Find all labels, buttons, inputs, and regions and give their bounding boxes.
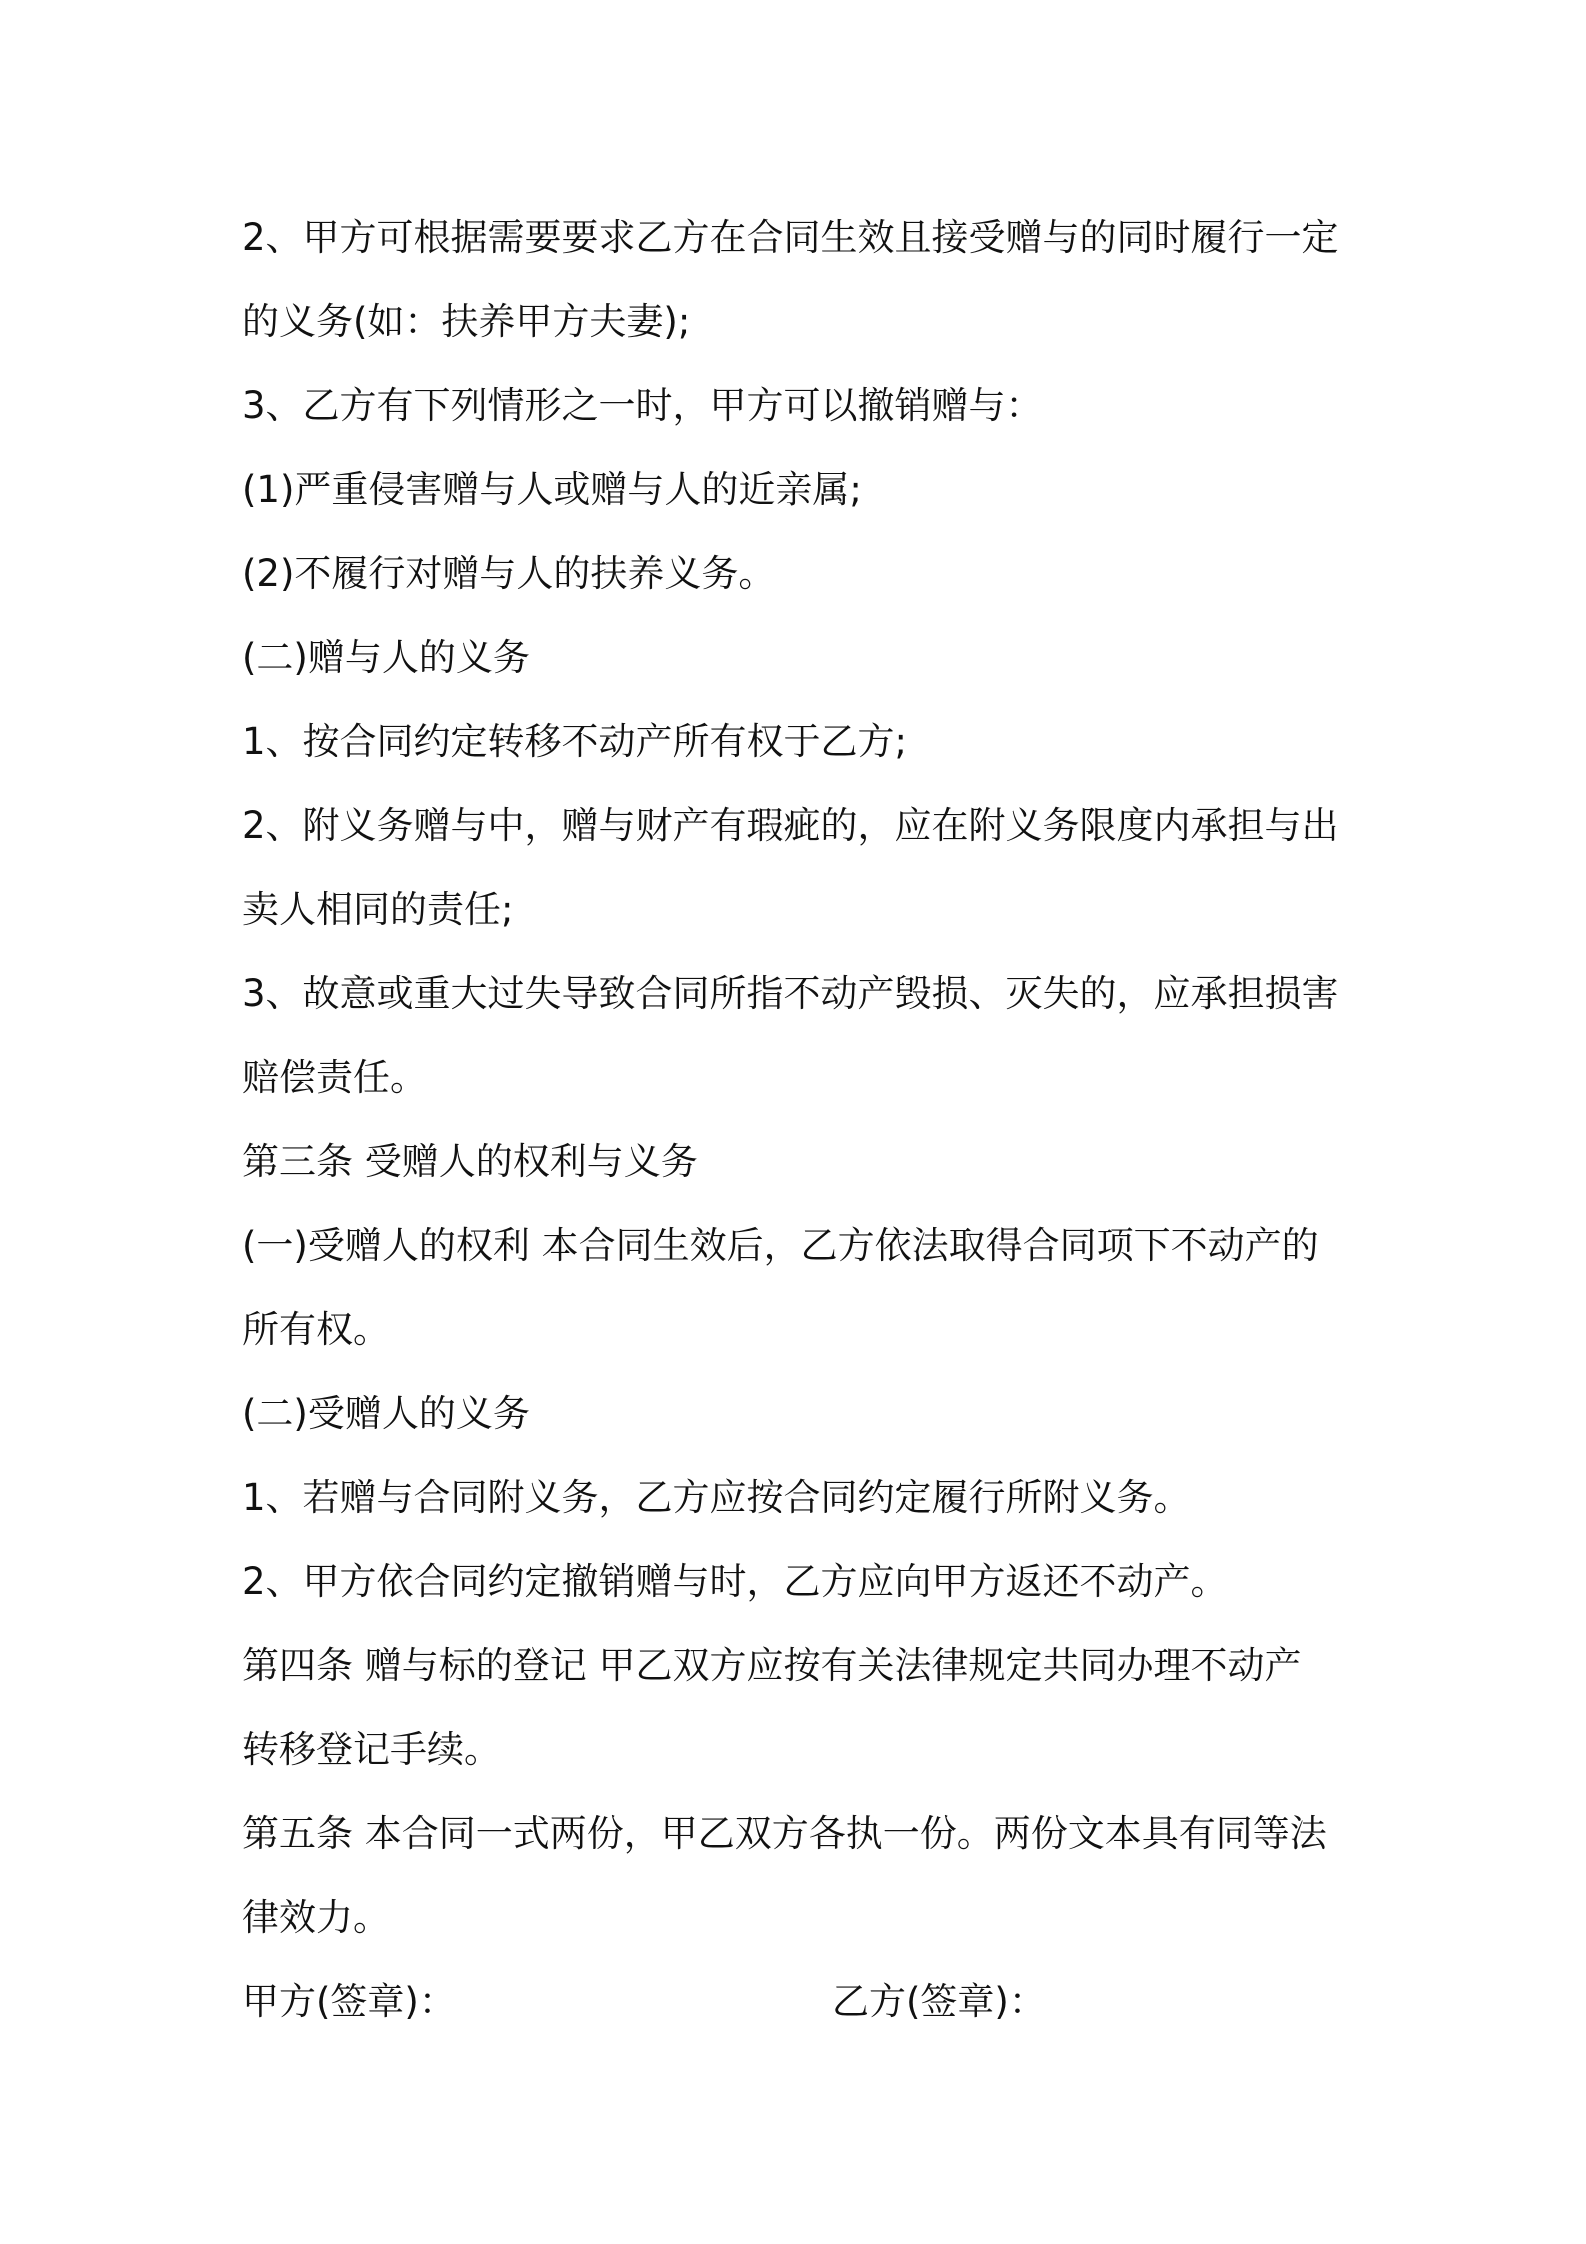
text-line: 3、故意或重大过失导致合同所指不动产毁损、灭失的，应承担损害 bbox=[242, 972, 1339, 1015]
text-line: 赔偿责任。 bbox=[242, 1056, 427, 1099]
text-line: 3、乙方有下列情形之一时，甲方可以撤销赠与： bbox=[242, 384, 1043, 427]
text-line: (1)严重侵害赠与人或赠与人的近亲属; bbox=[242, 468, 862, 511]
party-a-signature-label: 甲方(签章)： bbox=[242, 1980, 456, 2023]
text-line: 2、附义务赠与中，赠与财产有瑕疵的，应在附义务限度内承担与出 bbox=[242, 804, 1339, 847]
text-line: 的义务(如：扶养甲方夫妻); bbox=[242, 300, 691, 343]
text-line: 转移登记手续。 bbox=[242, 1728, 501, 1771]
text-line: 2、甲方可根据需要要求乙方在合同生效且接受赠与的同时履行一定 bbox=[242, 216, 1339, 259]
text-line: (一)受赠人的权利 本合同生效后，乙方依法取得合同项下不动产的 bbox=[242, 1224, 1319, 1267]
section-heading: (二)受赠人的义务 bbox=[242, 1392, 530, 1435]
article-line: 第五条 本合同一式两份，甲乙双方各执一份。两份文本具有同等法 bbox=[242, 1812, 1327, 1855]
text-line: 所有权。 bbox=[242, 1308, 390, 1351]
text-line: 律效力。 bbox=[242, 1896, 390, 1939]
text-line: 2、甲方依合同约定撤销赠与时，乙方应向甲方返还不动产。 bbox=[242, 1560, 1228, 1603]
article-line: 第四条 赠与标的登记 甲乙双方应按有关法律规定共同办理不动产 bbox=[242, 1644, 1302, 1687]
section-heading: (二)赠与人的义务 bbox=[242, 636, 530, 679]
text-line: (2)不履行对赠与人的扶养义务。 bbox=[242, 552, 776, 595]
party-b-signature-label: 乙方(签章)： bbox=[832, 1980, 1046, 2023]
text-line: 卖人相同的责任; bbox=[242, 888, 514, 931]
text-line: 1、若赠与合同附义务，乙方应按合同约定履行所附义务。 bbox=[242, 1476, 1191, 1519]
article-heading: 第三条 受赠人的权利与义务 bbox=[242, 1140, 698, 1183]
document-body bbox=[242, 196, 1372, 2044]
text-line: 1、按合同约定转移不动产所有权于乙方; bbox=[242, 720, 908, 763]
signature-row bbox=[242, 1960, 1372, 2044]
